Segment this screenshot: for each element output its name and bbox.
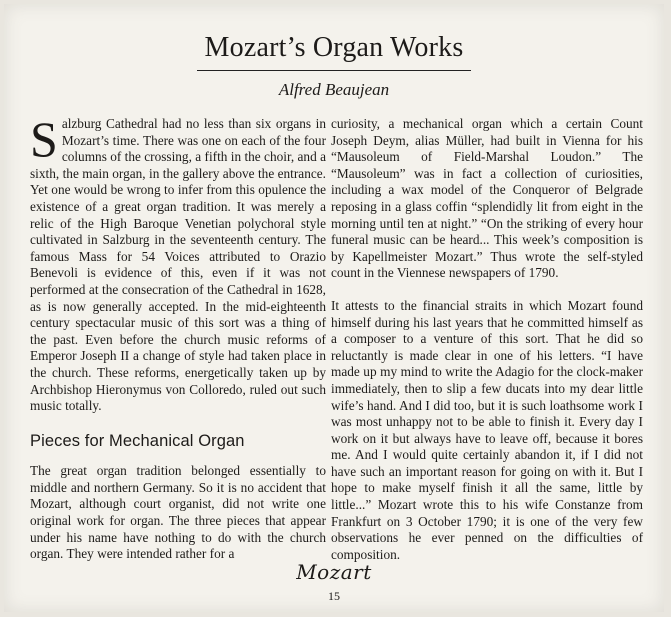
paragraph <box>30 111 326 415</box>
article-author: Alfred Beaujean <box>278 80 390 99</box>
section-heading: Pieces for Mechanical Organ <box>30 431 245 450</box>
title-rule <box>197 70 471 71</box>
booklet-page <box>4 4 664 612</box>
drop-cap: S <box>30 111 58 167</box>
paragraph: It attests to the financial straits in which Mozart found himself during his last years that he committed himself as a composer to a venture of this sort. That he did so reluctantly is made clear in one of his letters. “I have made up my mind to write the Adagio for the clock-maker immediately, then to slip a few ducats into my dear little wife’s hand. And I did too, but it is such loathsome work I was most unhappy not to be able to finish it. Every day I work on it but always have to leave off, because it bores me. And I would quite certainly abandon it, if I did not have such an important reason for going on with it. But I hope to make myself finish it all the same, little by little...” Mozart wrote this to his wife Constanze from Frankfurt on 3 October 1790; it is one of the very few observations he ever penned on the difficulties of composition. <box>331 297 643 562</box>
page-number: 15 <box>328 589 340 603</box>
left-column <box>30 111 326 579</box>
right-column <box>331 116 643 579</box>
paragraph-text: alzburg Cathedral had no less than six organs in Mozart’s time. There was one on each of the four columns of the crossing, a fifth in the choir, and a sixth, the main organ, in the gallery above the entrance. Yet one would be wrong to infer from this opulence the existence of a great organ tradition. It was merely a relic of the High Baroque Venetian polychoral style cultivated in Salzburg in the seventeenth century. The famous Mass for 54 Voices attributed to Orazio Benevoli is evidence of this, even if it was not performed at the consecration of the Cathedral in 1628, as is now generally accepted. In the mid-eighteenth century spectacular music of this sort was a thing of the past. Even before the church music reforms of Emperor Joseph II a change of style had taken place in the church. These reforms, energetically taken up by Archbishop Hieronymus von Colloredo, ruled out such music totally. <box>30 116 326 414</box>
article-title: Mozart’s Organ Works <box>204 32 464 63</box>
paragraph: The great organ tradition belonged essentially to middle and northern Germany. So it is no accident that Mozart, although court organist, did not write one original work for organ. The three pieces that appear under his name have nothing to do with the church organ. They were intended rather for a <box>30 463 326 562</box>
paragraph: curiosity, a mechanical organ which a certain Count Joseph Deym, alias Müller, had built in Vienna for his “Mausoleum of Field-Marshal Loudon.” The “Mausoleum” was in fact a collection of curiosities, including a wax model of the Conqueror of Belgrade reposing in a glass coffin “splendidly lit from eight in the morning until ten at night.” “On the striking of every hour funeral music can be heard... This week’s composition is by Kapellmeister Mozart.” Thus wrote the self-styled count in the Viennese newspapers of 1790. <box>331 116 643 281</box>
mozart-signature: Mozart <box>296 560 372 584</box>
